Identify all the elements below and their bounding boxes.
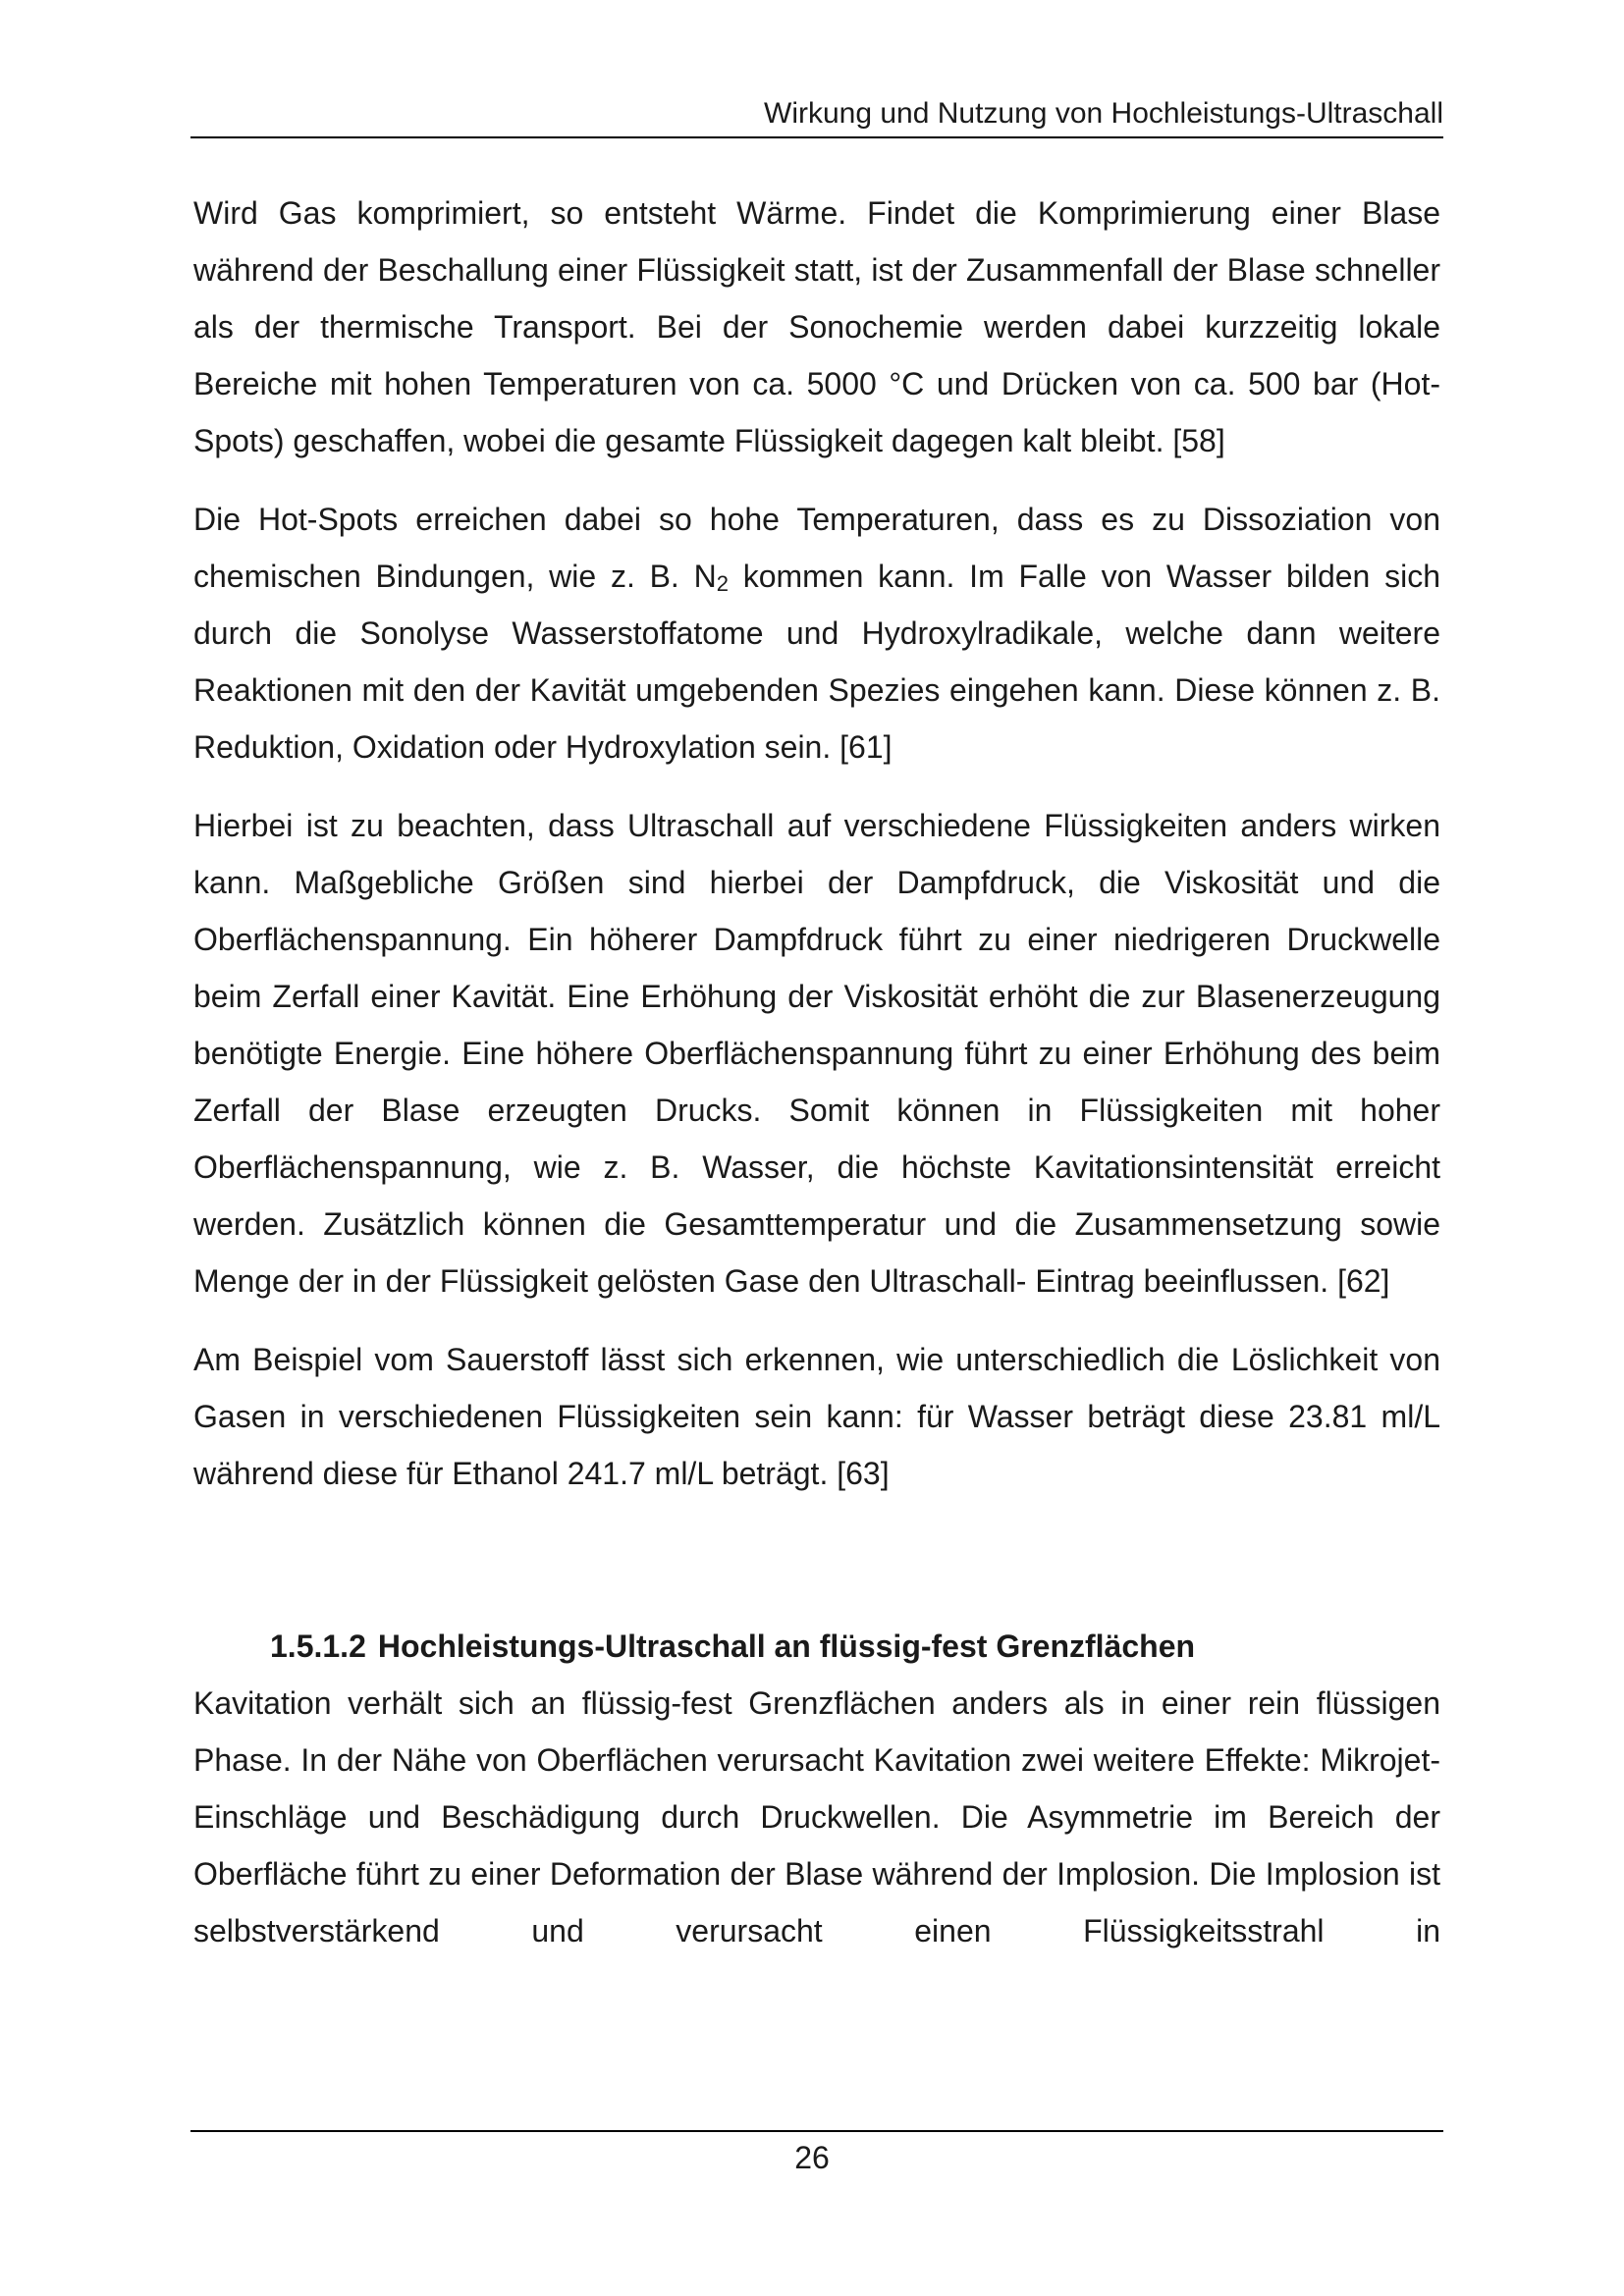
section-number: 1.5.1.2 (270, 1629, 366, 1664)
paragraph-hot-spots: Wird Gas komprimiert, so entsteht Wärme. Findet die Komprimierung einer Blase während der Beschallung einer Flüssigkeit statt, ist der Zusammenfall der Blase schneller als der thermische Transport. Bei der Sonochemie werden dabei kurzzeitig lokale Bereiche mit hohen Temperaturen von ca. 5000 °C und Drücken von ca. 500 bar (Hot-Spots) geschaffen, wobei die gesamte Flüssigkeit dagegen kalt bleibt. [58] (193, 195, 1440, 458)
paragraph-oxygen-solubility: Am Beispiel vom Sauerstoff lässt sich erkennen, wie unterschiedlich die Löslichkeit von Gasen in verschiedenen Flüssigkeiten sein kann: für Wasser beträgt diese 23.81 ml/L während diese für Ethanol 241.7 ml/L beträgt. [63] (193, 1342, 1440, 1491)
section-title: Hochleistungs-Ultraschall an flüssig-fest Grenzflächen (377, 1629, 1196, 1664)
section-spacer (193, 1523, 1440, 1618)
subscript: 2 (716, 571, 729, 596)
paragraph-liquid-properties: Hierbei ist zu beachten, dass Ultraschall auf verschiedene Flüssigkeiten anders wirken kann. Maßgebliche Größen sind hierbei der Dampfdruck, die Viskosität und die Oberflächenspannung. Ein höherer Dampfdruck führt zu einer niedrigeren Druckwelle beim Zerfall einer Kavität. Eine Erhöhung der Viskosität erhöht die zur Blasenerzeugung benötigte Energie. Eine höhere Oberflächenspannung führt zu einer Erhöhung des beim Zerfall der Blase erzeugten Drucks. Somit können in Flüssigkeiten mit hoher Oberflächenspannung, wie z. B. Wasser, die höchste Kavitationsintensität erreicht werden. Zusätzlich können die Gesamttemperatur und die Zusammensetzung sowie Menge der in der Flüssigkeit gelösten Gase den Ultraschall- Eintrag beeinflussen. [62] (193, 808, 1440, 1299)
running-header: Wirkung und Nutzung von Hochleistungs-Ultraschall (764, 97, 1443, 130)
header-rule (190, 136, 1443, 138)
section-heading (193, 1618, 1440, 1675)
page-body (193, 185, 1440, 1959)
page-number: 26 (794, 2140, 830, 2175)
paragraph-dissociation (193, 491, 1440, 775)
paragraph-text: Die Hot-Spots erreichen dabei so hohe Temperaturen, dass es zu Dissoziation von chemischen Bindungen, wie z. B. N (193, 502, 1440, 594)
paragraph-interfaces: Kavitation verhält sich an flüssig-fest Grenzflächen anders als in einer rein flüssigen Phase. In der Nähe von Oberflächen verursacht Kavitation zwei weitere Effekte: Mikrojet-Einschläge und Beschädigung durch Druckwellen. Die Asymmetrie im Bereich der Oberfläche führt zu einer Deformation der Blase während der Implosion. Die Implosion ist selbstverstärkend und verursacht einen Flüssigkeitsstrahl in (193, 1685, 1440, 1949)
footer-rule (190, 2130, 1443, 2132)
paragraph-text: kommen kann. Im Falle von Wasser bilden sich durch die Sonolyse Wasserstoffatome und Hydroxylradikale, welche dann weitere Reaktionen mit den der Kavität umgebenden Spezies eingehen kann. Diese können z. B. Reduktion, Oxidation oder Hydroxylation sein. [61] (193, 559, 1441, 765)
